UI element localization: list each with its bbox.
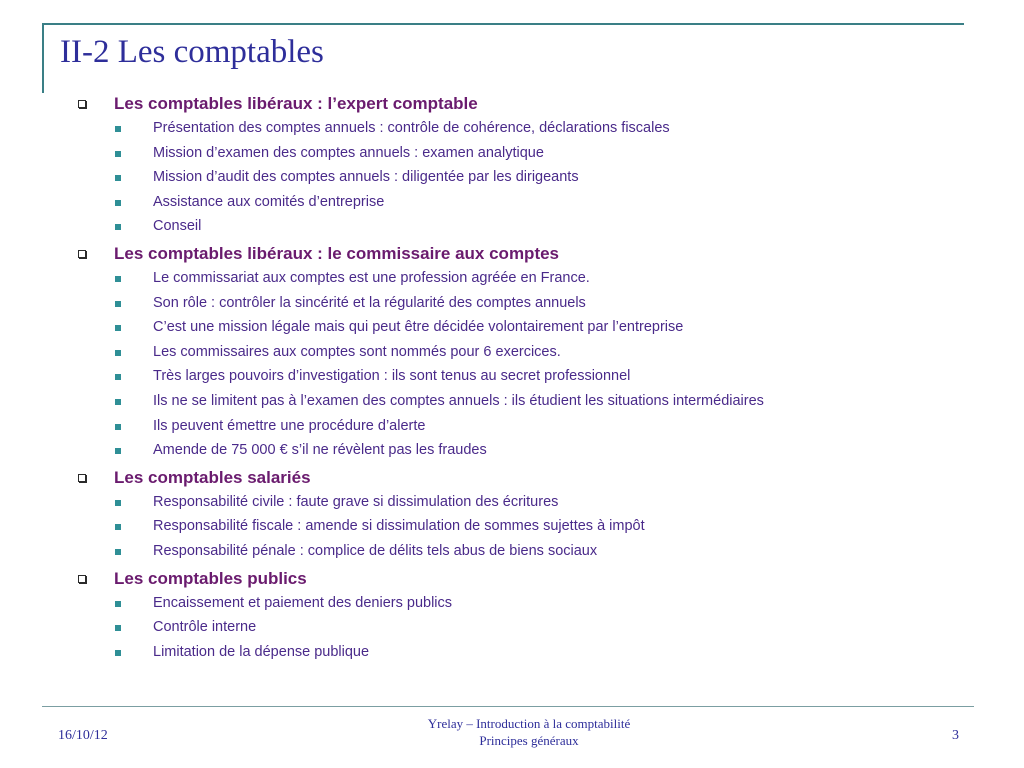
filled-square-bullet-icon [115, 301, 121, 307]
section [0, 464, 1024, 565]
list-item [0, 166, 1024, 191]
section-heading [0, 90, 1024, 117]
list-item-text: Responsabilité pénale : complice de délits tels abus de biens sociaux [153, 542, 598, 559]
list-item-text: Les commissaires aux comptes sont nommés pour 6 exercices. [153, 343, 561, 360]
section-heading-text: Les comptables libéraux : le commissaire aux comptes [114, 243, 560, 263]
list-item [0, 592, 1024, 617]
filled-square-bullet-icon [115, 350, 121, 356]
slide-content [0, 90, 1024, 665]
list-item [0, 641, 1024, 666]
list-item [0, 215, 1024, 240]
hollow-square-bullet-icon [78, 250, 86, 258]
list-item-text: C’est une mission légale mais qui peut être décidée volontairement par l’entreprise [153, 319, 684, 336]
list-item [0, 142, 1024, 167]
section-heading [0, 240, 1024, 267]
top-rule [42, 23, 964, 25]
filled-square-bullet-icon [115, 224, 121, 230]
filled-square-bullet-icon [115, 151, 121, 157]
list-item-text: Contrôle interne [153, 619, 257, 636]
hollow-square-bullet-icon [78, 474, 86, 482]
list-item-text: Présentation des comptes annuels : contrôle de cohérence, déclarations fiscales [153, 120, 670, 136]
filled-square-bullet-icon [115, 126, 121, 132]
left-rule [42, 23, 44, 93]
footer-date: 16/10/12 [58, 728, 108, 743]
filled-square-bullet-icon [115, 500, 121, 506]
list-item-text: Limitation de la dépense publique [153, 643, 370, 660]
list-item [0, 540, 1024, 565]
footer-rule [42, 706, 974, 707]
list-item [0, 415, 1024, 440]
section [0, 565, 1024, 666]
filled-square-bullet-icon [115, 625, 121, 631]
filled-square-bullet-icon [115, 276, 121, 282]
list-item [0, 316, 1024, 341]
section-heading-text: Les comptables salariés [114, 467, 311, 487]
list-item-text: Son rôle : contrôler la sincérité et la régularité des comptes annuels [153, 294, 586, 311]
section-heading [0, 565, 1024, 592]
list-item-text: Conseil [153, 218, 202, 235]
section [0, 240, 1024, 464]
list-item-text: Responsabilité fiscale : amende si dissimulation de sommes sujettes à impôt [153, 518, 645, 535]
list-item [0, 117, 1024, 142]
list-item [0, 616, 1024, 641]
list-item [0, 515, 1024, 540]
section [0, 90, 1024, 240]
filled-square-bullet-icon [115, 601, 121, 607]
section-heading [0, 464, 1024, 491]
filled-square-bullet-icon [115, 524, 121, 530]
list-item-text: Ils ne se limitent pas à l’examen des comptes annuels : ils étudient les situations intermédiaires [153, 392, 764, 409]
list-item [0, 491, 1024, 516]
list-item-text: Très larges pouvoirs d’investigation : ils sont tenus au secret professionnel [153, 368, 631, 385]
filled-square-bullet-icon [115, 200, 121, 206]
filled-square-bullet-icon [115, 325, 121, 331]
list-item-text: Ils peuvent émettre une procédure d’alerte [153, 417, 426, 434]
list-item-text: Mission d’examen des comptes annuels : examen analytique [153, 144, 544, 161]
list-item-text: Le commissariat aux comptes est une profession agréée en France. [153, 269, 590, 286]
filled-square-bullet-icon [115, 448, 121, 454]
list-item [0, 439, 1024, 464]
filled-square-bullet-icon [115, 650, 121, 656]
list-item-text: Amende de 75 000 € s’il ne révèlent pas les fraudes [153, 442, 487, 459]
footer-caption [330, 715, 728, 749]
slide-title: II-2 Les comptables [60, 34, 324, 70]
section-heading-text: Les comptables publics [114, 568, 307, 588]
filled-square-bullet-icon [115, 549, 121, 555]
list-item [0, 292, 1024, 317]
footer-caption-line1: Yrelay – Introduction à la comptabilité [427, 716, 631, 731]
filled-square-bullet-icon [115, 399, 121, 405]
filled-square-bullet-icon [115, 374, 121, 380]
list-item-text: Mission d’audit des comptes annuels : diligentée par les dirigeants [153, 169, 579, 186]
list-item-text: Responsabilité civile : faute grave si dissimulation des écritures [153, 493, 559, 510]
list-item-text: Encaissement et paiement des deniers publics [153, 594, 453, 611]
page-number: 3 [952, 728, 959, 743]
list-item [0, 341, 1024, 366]
filled-square-bullet-icon [115, 175, 121, 181]
list-item [0, 390, 1024, 415]
hollow-square-bullet-icon [78, 100, 86, 108]
list-item [0, 267, 1024, 292]
list-item [0, 365, 1024, 390]
section-heading-text: Les comptables libéraux : l’expert comptable [114, 94, 478, 113]
hollow-square-bullet-icon [78, 575, 86, 583]
footer-caption-line2: Principes généraux [479, 733, 579, 748]
list-item-text: Assistance aux comités d’entreprise [153, 193, 385, 210]
list-item [0, 191, 1024, 216]
filled-square-bullet-icon [115, 424, 121, 430]
